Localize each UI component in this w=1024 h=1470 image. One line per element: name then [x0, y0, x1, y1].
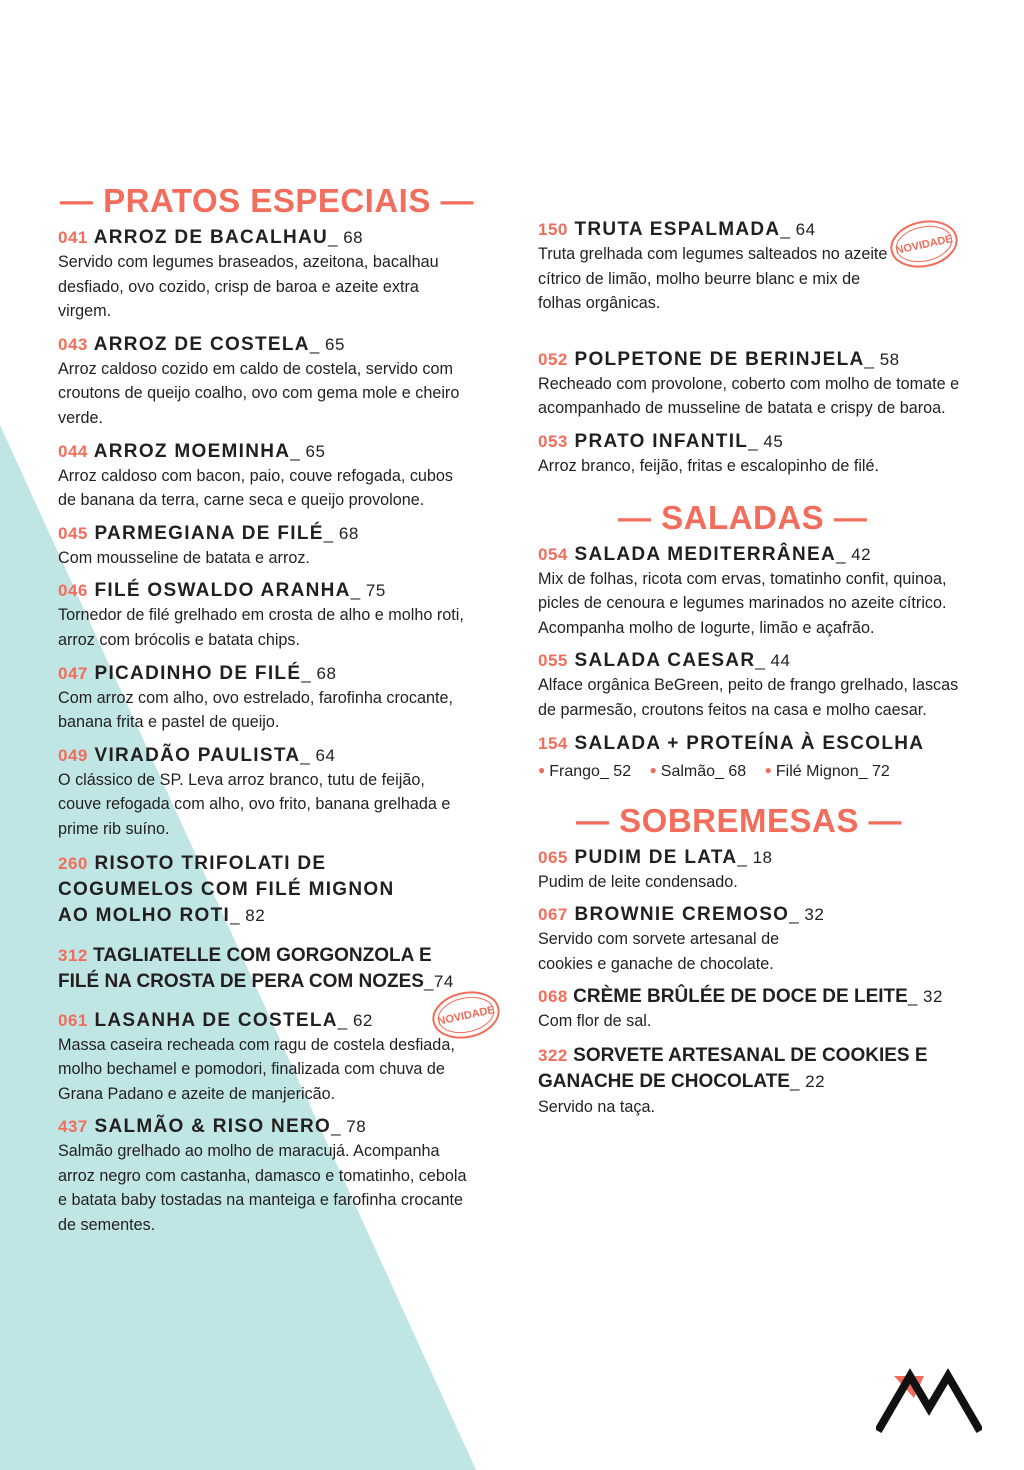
section-title-sobremesas: — SOBREMESAS —: [576, 801, 903, 839]
menu-item: [58, 851, 428, 929]
item-price: _ 42: [835, 544, 872, 564]
section-title-pratos-especiais: — PRATOS ESPECIAIS —: [60, 182, 475, 219]
item-price: _ 68: [301, 663, 337, 683]
item-code: 041: [58, 228, 88, 247]
item-code: 312: [58, 945, 88, 965]
item-description: O clássico de SP. Leva arroz branco, tutu de feijão, couve refogada com alho, ovo frito, banana grelhada e prime rib suíno.: [58, 770, 451, 838]
left-column: [58, 180, 496, 1247]
item-description: Servido com sorvete artesanal de cookies e ganache de chocolate.: [538, 930, 780, 973]
menu-item: [538, 985, 968, 1034]
item-price: _ 64: [300, 745, 336, 765]
protein-options: [538, 758, 968, 784]
novidade-stamp-icon: [430, 989, 502, 1041]
item-code: 322: [538, 1045, 568, 1065]
item-name: PRATO INFANTIL: [574, 430, 749, 452]
item-code: 065: [538, 847, 568, 867]
item-code: 260: [58, 853, 88, 873]
item-name: BROWNIE CREMOSO: [574, 904, 790, 926]
menu-item: [58, 522, 468, 571]
item-price: _ 64: [780, 220, 816, 239]
menu-item: [538, 218, 968, 316]
item-description: Arroz caldoso com bacon, paio, couve refogada, cubos de banana da terra, carne seca e queijo provolone.: [58, 466, 454, 510]
item-name: PICADINHO DE FILÉ: [94, 662, 302, 684]
item-code: 061: [58, 1010, 88, 1030]
item-description: Com flor de sal.: [538, 1012, 652, 1031]
item-description: Alface orgânica BeGreen, peito de frango grelhado, lascas de parmesão, croutons feitos na casa e molho caesar.: [538, 676, 959, 719]
item-code: 047: [58, 663, 88, 683]
item-description: Com arroz com alho, ovo estrelado, farofinha crocante, banana frita e pastel de queijo.: [58, 688, 453, 732]
item-price: _ 75: [350, 581, 386, 601]
item-price: _ 82: [230, 905, 266, 925]
item-code: 054: [538, 544, 568, 564]
item-description: Com mousseline de batata e arroz.: [58, 548, 310, 567]
item-price: _ 68: [328, 228, 364, 247]
item-name: TRUTA ESPALMADA: [574, 219, 781, 240]
menu-item: [538, 846, 968, 895]
item-name: POLPETONE DE BERINJELA: [574, 348, 865, 370]
item-description: Arroz caldoso cozido em caldo de costela, servido com croutons de queijo coalho, ovo com gema mole e cheiro verde.: [58, 359, 460, 427]
item-code: 154: [538, 733, 568, 753]
protein-option: ● Filé Mignon_ 72: [764, 762, 890, 780]
badge-label: NOVIDADE: [894, 233, 954, 257]
item-name: CRÈME BRÛLÉE DE DOCE DE LEITE: [573, 986, 908, 1008]
menu-item: [58, 1115, 468, 1237]
item-code: 046: [58, 581, 88, 601]
item-name: LASANHA DE COSTELA: [94, 1009, 338, 1031]
menu-item: [538, 903, 968, 976]
item-price: _ 45: [748, 431, 784, 451]
item-code: 067: [538, 905, 568, 925]
item-price: _ 44: [755, 651, 791, 671]
item-code: 049: [58, 745, 88, 765]
bullet-icon: ●: [649, 762, 657, 777]
item-code: 044: [58, 441, 88, 461]
novidade-stamp-icon: [888, 218, 960, 270]
item-code: 043: [58, 334, 88, 354]
item-name: ARROZ MOEMINHA: [93, 440, 291, 462]
item-price: _ 68: [323, 523, 359, 543]
item-name: FILÉ OSWALDO ARANHA: [94, 580, 351, 602]
bullet-icon: ●: [764, 762, 772, 777]
item-description: Recheado com provolone, coberto com molho de tomate e acompanhado de musseline de batata e crispy de baroa.: [538, 374, 960, 418]
item-name: ARROZ DE BACALHAU: [93, 227, 329, 248]
item-code: 437: [58, 1117, 88, 1137]
item-description: Tornedor de filé grelhado em crosta de alho e molho roti, arroz com brócolis e batata chips.: [58, 606, 464, 649]
item-price: _ 65: [290, 441, 326, 461]
item-name: SALMÃO & RISO NERO: [94, 1116, 332, 1138]
brand-logo-icon: [876, 1368, 982, 1434]
badge-label: NOVIDADE: [436, 1003, 496, 1028]
menu-item: [538, 732, 968, 784]
menu-item: [58, 579, 468, 652]
item-price: _ 18: [737, 847, 773, 867]
item-price: _ 62: [337, 1010, 373, 1030]
item-description: Salmão grelhado ao molho de maracujá. Acompanha arroz negro com castanha, damasco e tomatinho, cebola e batata baby tostadas na manteiga e farofinha crocante de sementes.: [58, 1142, 467, 1235]
item-description: Servido com legumes braseados, azeitona, bacalhau desfiado, ovo cozido, crisp de baroa e azeite extra virgem.: [58, 253, 439, 321]
right-column: [538, 218, 968, 1129]
item-name: SORVETE ARTESANAL DE COOKIES E GANACHE DE CHOCOLATE: [538, 1044, 928, 1092]
menu-item: [538, 543, 968, 641]
item-code: 052: [538, 349, 568, 369]
menu-item: [58, 744, 468, 842]
item-description: Arroz branco, feijão, fritas e escalopinho de filé.: [538, 456, 880, 475]
item-code: 068: [538, 987, 568, 1007]
item-price: _ 32: [907, 987, 943, 1007]
item-description: Mix de folhas, ricota com ervas, tomatinho confit, quinoa, picles de cenoura e legumes marinados no azeite cítrico. Acompanha molho de Iogurte, limão e açafrão.: [538, 569, 947, 637]
menu-item: [58, 943, 468, 995]
menu-item: [58, 662, 468, 735]
item-price: _ 65: [309, 334, 345, 354]
menu-item: [58, 440, 468, 513]
item-price: _ 58: [864, 349, 900, 369]
item-name: RISOTO TRIFOLATI DE COGUMELOS COM FILÉ MIGNON AO MOLHO ROTI: [58, 852, 395, 926]
item-name: TAGLIATELLE COM GORGONZOLA E FILÉ NA CROSTA DE PERA COM NOZES: [58, 944, 432, 992]
item-name: SALADA CAESAR: [574, 650, 756, 672]
item-code: 055: [538, 651, 568, 671]
menu-item: [58, 333, 468, 431]
item-name: SALADA MEDITERRÂNEA: [574, 543, 836, 565]
protein-option: ● Salmão_ 68: [649, 762, 747, 780]
item-name: PUDIM DE LATA: [574, 846, 738, 868]
item-name: PARMEGIANA DE FILÉ: [94, 522, 324, 544]
menu-item: [538, 649, 968, 722]
menu-item: [538, 1043, 968, 1120]
item-code: 053: [538, 431, 568, 451]
item-code: 150: [538, 220, 568, 239]
item-code: 045: [58, 523, 88, 543]
menu-item: [58, 226, 468, 324]
menu-item: [538, 430, 968, 479]
item-price: _ 22: [789, 1071, 826, 1091]
menu-item: [58, 1003, 496, 1107]
item-name: VIRADÃO PAULISTA: [94, 744, 301, 766]
item-price: _ 32: [789, 905, 825, 925]
item-name: ARROZ DE COSTELA: [93, 333, 310, 355]
bullet-icon: ●: [538, 762, 546, 777]
protein-option: ● Frango_ 52: [538, 762, 632, 780]
item-description: Massa caseira recheada com ragu de costela desfiada, molho bechamel e pomodori, finalizada com chuva de Grana Padano e azeite de manjericão.: [58, 1035, 455, 1103]
section-title-saladas: — SALADAS —: [618, 498, 868, 536]
item-description: Servido na taça.: [538, 1097, 655, 1116]
item-description: Pudim de leite condensado.: [538, 872, 738, 891]
item-price: _ 78: [331, 1117, 367, 1137]
item-name: SALADA + PROTEÍNA À ESCOLHA: [574, 732, 925, 754]
item-description: Truta grelhada com legumes salteados no azeite cítrico de limão, molho beurre blanc e mix de folhas orgânicas.: [538, 245, 888, 313]
item-price: _74: [423, 971, 454, 991]
menu-item: [538, 348, 968, 421]
